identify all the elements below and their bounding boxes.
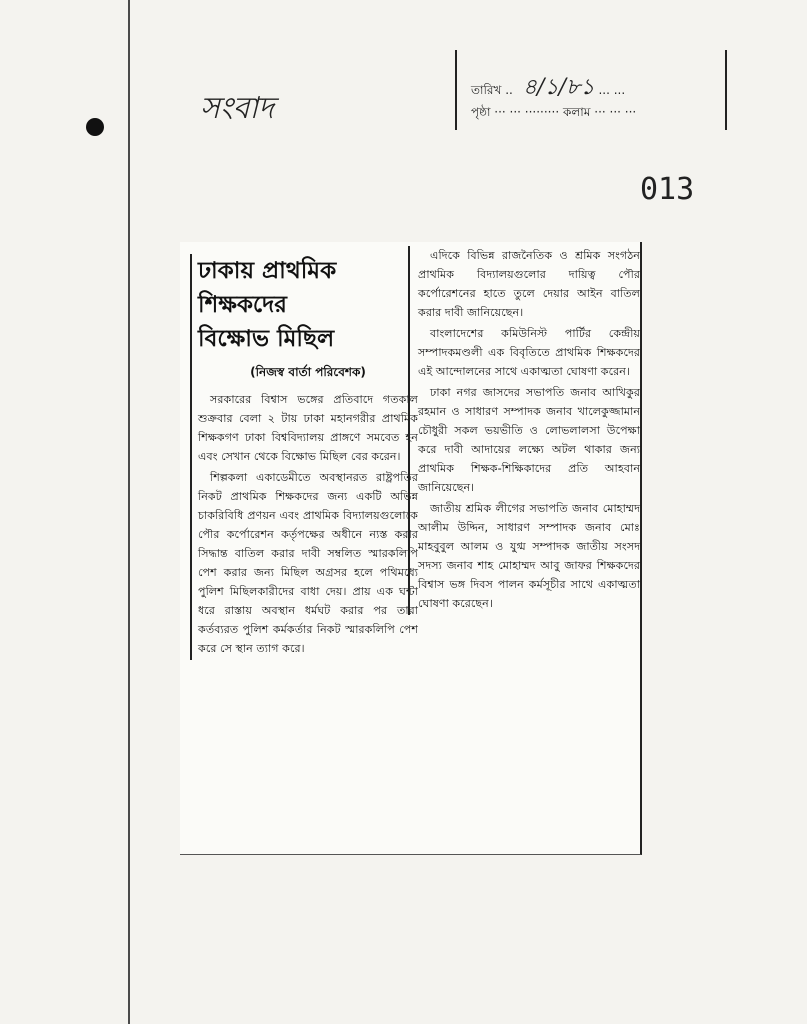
- newspaper-clipping: [180, 242, 642, 855]
- headline-line-1: ঢাকায় প্রাথমিক: [198, 258, 337, 284]
- page-edge-line: [128, 0, 130, 1024]
- archive-stamp: [455, 50, 727, 130]
- stamp-date-value: ৪/১/৮১: [522, 75, 595, 100]
- article-column-right: [408, 246, 640, 615]
- headline-line-2: শিক্ষকদের: [198, 292, 287, 318]
- article-paragraph: সরকারের বিশ্বাস ভঙ্গের প্রতিবাদে গতকাল শুক্রবার বেলা ২ টায় ঢাকা মহানগরীর প্রাথমিক শিক্ষকগণ ঢাকা বিশ্ববিদ্যালয় প্রাঙ্গণে সমবেত হন এবং সেখান থেকে বিক্ষোভ মিছিল বের করেন।: [198, 393, 418, 463]
- stamp-page-row: পৃষ্ঠা ··· ··· ········· কলাম ··· ··· ···: [471, 105, 637, 119]
- article-paragraph: এদিকে বিভিন্ন রাজনৈতিক ও শ্রমিক সংগঠন প্রাথমিক বিদ্যালয়গুলোর দায়িত্ব পৌর কর্পোরেশনের হাতে তুলে দেয়ার আইন বাতিল করার দাবী জানিয়েছেন।: [418, 249, 640, 319]
- article-paragraph: ঢাকা নগর জাসদের সভাপতি জনাব আখিকুর রহমান ও সাধারণ সম্পাদক জনাব খালেকুজ্জামান চৌধুরী সকল ভয়ভীতি ও লোভলালসা উপেক্ষা করে দাবী আদায়ের লক্ষ্যে অটল থাকার জন্য প্রাথমিক শিক্ষক-শিক্ষিকাদের প্রতি আহবান জানিয়েছেন।: [418, 386, 640, 494]
- stamp-date-label: তারিখ: [471, 83, 502, 97]
- article-paragraph: বাংলাদেশের কমিউনিস্ট পার্টির কেন্দ্রীয় সম্পাদকমণ্ডলী এক বিবৃতিতে প্রাথমিক শিক্ষকদের এই আন্দোলনের সাথে একাত্মতা ঘোষণা করেন।: [418, 327, 640, 378]
- stamp-date-row: তারিখ .. ৪/১/৮১ ... ...: [471, 75, 626, 100]
- article-headline: [198, 254, 418, 356]
- article-paragraph: জাতীয় শ্রমিক লীগের সভাপতি জনাব মোহাম্মদ আলীম উদ্দিন, সাধারণ সম্পাদক জনাব মোঃ মাহবুবুল আলম ও যুগ্ম সম্পাদক জাতীয় সংসদ সদস্য জনাব শাহ মোহাম্মদ আবু জাফর শিক্ষকদের বিশ্বাস ভঙ্গ দিবস পালন কর্মসূচীর সাথে একাত্মতা ঘোষণা করেছেন।: [418, 502, 640, 610]
- article-paragraph: শিল্পকলা একাডেমীতে অবস্থানরত রাষ্ট্রপতির নিকট প্রাথমিক শিক্ষকদের জন্য একটি অভিন্ন চাকরিবিধি প্রণয়ন এবং প্রাথমিক বিদ্যালয়গুলোকে পৌর কর্পোরেশন কর্তৃপক্ষের অধীনে ন্যস্ত করার সিদ্ধান্ত বাতিল করার দাবী সম্বলিত স্মারকলিপি পেশ করার জন্য মিছিল অগ্রসর হলে পথিমধ্যে পুলিশ মিছিলকারীদের বাধা দেয়। প্রায় এক ঘন্টা ধরে রাস্তায় অবস্থান ধর্মঘট করার পর তারা কর্তব্যরত পুলিশ কর্মকর্তার নিকট স্মারকলিপি পেশ করে সে স্থান ত্যাগ করে।: [198, 471, 418, 655]
- newspaper-source-handwritten: সংবাদ: [200, 91, 274, 126]
- article-column-left: [190, 254, 418, 660]
- headline-line-3: বিক্ষোভ মিছিল: [198, 326, 335, 352]
- article-byline: (নিজস্ব বার্তা পরিবেশক): [250, 365, 366, 379]
- punch-hole: [86, 118, 104, 136]
- stamp-column-label: কলাম: [562, 105, 591, 119]
- stamp-page-label: পৃষ্ঠা: [471, 105, 491, 119]
- file-number: 013: [640, 172, 695, 207]
